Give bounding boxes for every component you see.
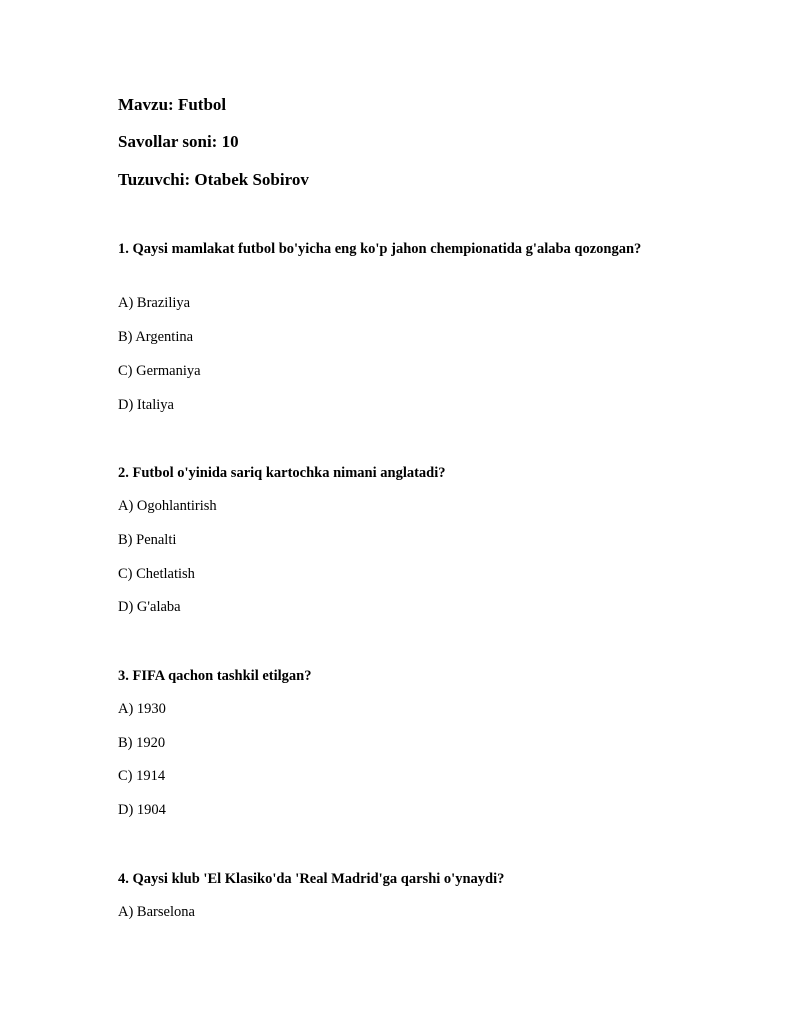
- question-2: 2. Futbol o'yinida sariq kartochka nimani anglatadi?: [118, 465, 446, 481]
- question-2-option-d: D) G'alaba: [118, 599, 181, 615]
- question-3: 3. FIFA qachon tashkil etilgan?: [118, 668, 312, 684]
- question-3-option-c: C) 1914: [118, 768, 166, 784]
- question-3-option-b: B) 1920: [118, 735, 166, 751]
- question-1-option-a: A) Braziliya: [118, 295, 191, 311]
- question-2-option-b: B) Penalti: [118, 532, 177, 548]
- question-1-option-c: C) Germaniya: [118, 363, 201, 379]
- question-count-heading: Savollar soni: 10: [118, 132, 239, 151]
- question-3-option-a: A) 1930: [118, 701, 166, 717]
- topic-heading: Mavzu: Futbol: [118, 95, 227, 114]
- author-heading: Tuzuvchi: Otabek Sobirov: [118, 170, 309, 189]
- question-1-option-b: B) Argentina: [118, 329, 194, 345]
- question-4: 4. Qaysi klub 'El Klasiko'da 'Real Madrid'ga qarshi o'ynaydi?: [118, 871, 505, 887]
- question-3-option-d: D) 1904: [118, 802, 166, 818]
- question-1-option-d: D) Italiya: [118, 397, 174, 413]
- question-4-option-a: A) Barselona: [118, 904, 195, 920]
- question-2-option-a: A) Ogohlantirish: [118, 498, 217, 514]
- question-1: 1. Qaysi mamlakat futbol bo'yicha eng ko'p jahon chempionatida g'alaba qozongan?: [118, 241, 642, 257]
- question-2-option-c: C) Chetlatish: [118, 566, 195, 582]
